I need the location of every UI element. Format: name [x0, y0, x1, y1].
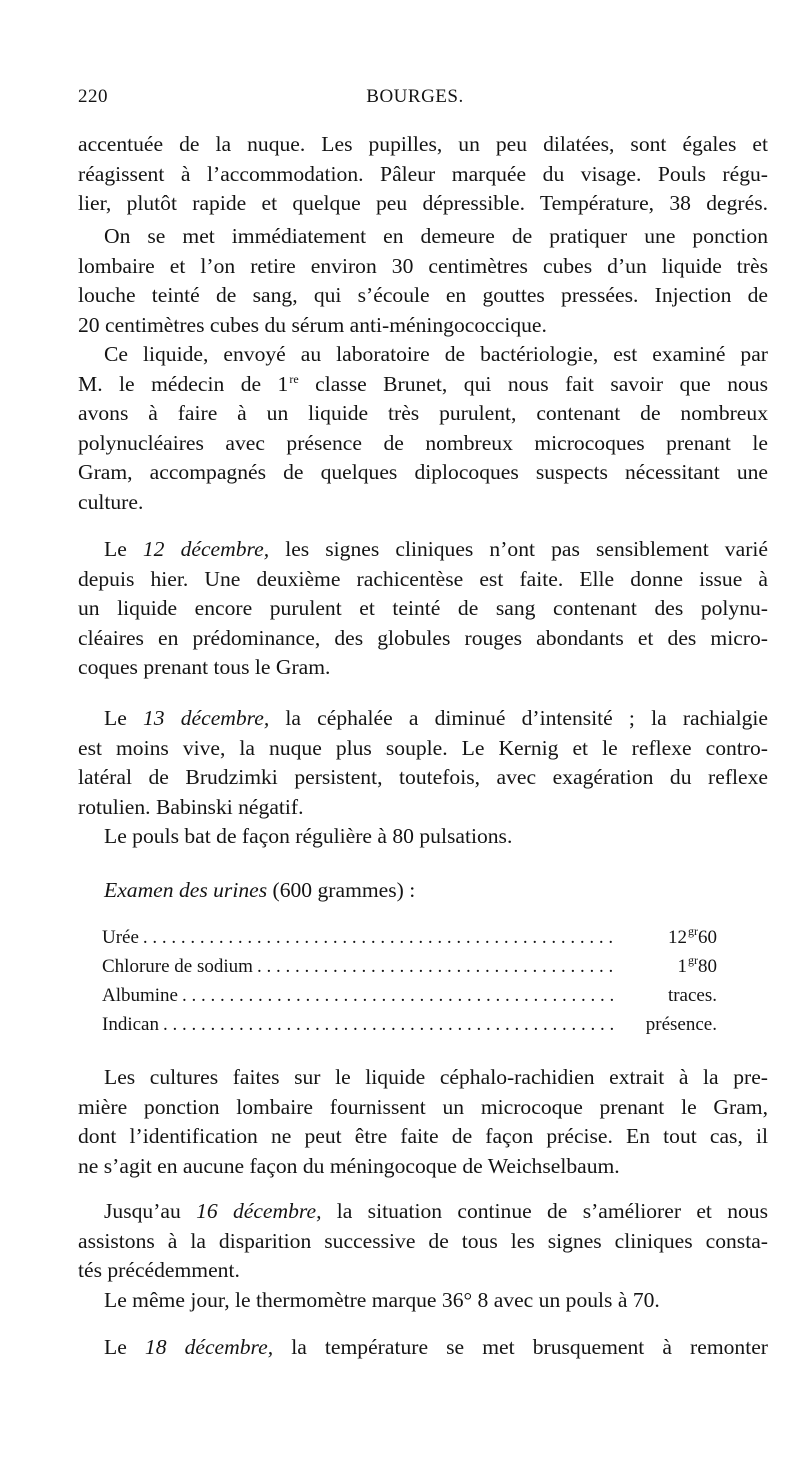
text-line: Le 18 décembre, la température se met brusquement à remonter — [104, 1335, 768, 1359]
urine-label: Urée — [102, 927, 139, 948]
paragraph-cultures — [78, 1063, 768, 1181]
page-header — [78, 86, 752, 116]
date-13-decembre: 13 décembre, — [142, 706, 270, 730]
paragraph-13-decembre — [78, 704, 768, 852]
paragraph-bacteriologie — [78, 340, 768, 518]
text-line: un liquide encore purulent et teinté de sang contenant des polynu- — [78, 596, 768, 621]
urine-label: Chlorure de sodium — [102, 956, 253, 977]
urine-exam-title: Examen des urines — [104, 878, 268, 902]
paragraph-12-decembre — [78, 535, 768, 683]
paragraph-continuation — [78, 130, 768, 219]
urine-value: $1^{gr}80$ — [677, 953, 717, 977]
paragraph-18-decembre — [78, 1333, 768, 1363]
text-line: coques prenant tous le Gram. — [78, 655, 331, 680]
leader-dots — [257, 952, 617, 981]
text-line: Les cultures faites sur le liquide céphalo-rachidien extrait à la pre- — [104, 1065, 768, 1089]
text-line: rotulien. Babinski négatif. — [78, 794, 304, 819]
text-line: accentuée de la nuque. Les pupilles, un peu dilatées, sont égales et — [78, 132, 768, 156]
page-number: 220 — [78, 86, 108, 107]
text-line: Ce liquide, envoyé au laboratoire de bactériologie, est examiné par — [104, 342, 768, 366]
text-line: réagissent à l’accommodation. Pâleur marquée du visage. Pouls régu- — [78, 161, 768, 186]
date-16-decembre: 16 décembre, — [196, 1199, 322, 1223]
text-line: est moins vive, la nuque plus souple. Le Kernig et le reflexe contro- — [78, 735, 768, 760]
text-line: Le pouls bat de façon régulière à 80 pulsations. — [104, 824, 513, 849]
table-row — [102, 1010, 717, 1039]
urine-value: traces. — [667, 985, 717, 1006]
paragraph-16-decembre — [78, 1197, 768, 1315]
date-12-decembre: 12 décembre, — [142, 537, 270, 561]
text-line: M. le médecin de 1re classe Brunet, qui nous fait savoir que nous — [78, 371, 768, 396]
urine-label: Albumine — [102, 985, 178, 1006]
text-line: culture. — [78, 489, 144, 514]
text-line: Le même jour, le thermomètre marque 36° 8 avec un pouls à 70. — [104, 1287, 660, 1312]
paragraph-ponction — [78, 222, 768, 340]
text-line: avons à faire à un liquide très purulent, contenant de nombreux — [78, 401, 768, 426]
text-line: 20 centimètres cubes du sérum anti-méningococcique. — [78, 312, 547, 337]
text-line: mière ponction lombaire fournissent un microcoque prenant le Gram, — [78, 1094, 768, 1119]
date-18-decembre: 18 décembre, — [144, 1335, 274, 1359]
text-line: lier, plutôt rapide et quelque peu dépressible. Température, 38 degrés. — [78, 191, 768, 216]
running-title: BOURGES. — [366, 86, 464, 107]
text-line: tés précédemment. — [78, 1258, 240, 1283]
text-line: louche teinté de sang, qui s’écoule en gouttes pressées. Injection de — [78, 283, 768, 308]
urine-label: Indican — [102, 1014, 159, 1035]
urine-exam-heading: Examen des urines (600 grammes) : — [104, 878, 416, 902]
table-row — [102, 923, 717, 952]
text-line: lombaire et l’on retire environ 30 centimètres cubes d’un liquide très — [78, 253, 768, 278]
text-line: ne s’agit en aucune façon du méningocoque de Weichselbaum. — [78, 1153, 620, 1178]
text-line: Jusqu’au 16 décembre, la situation continue de s’améliorer et nous — [104, 1199, 768, 1223]
urine-table — [102, 923, 717, 1039]
urine-value: présence. — [645, 1014, 717, 1035]
text-line: Le 13 décembre, la céphalée a diminué d’intensité ; la rachialgie — [104, 706, 768, 730]
text-line: Le 12 décembre, les signes cliniques n’ont pas sensiblement varié — [104, 537, 768, 561]
text-line: depuis hier. Une deuxième rachicentèse est faite. Elle donne issue à — [78, 566, 768, 591]
text-line: Gram, accompagnés de quelques diplocoques suspects nécessitant une — [78, 460, 768, 485]
text-line: On se met immédiatement en demeure de pratiquer une ponction — [104, 224, 768, 248]
text-line: assistons à la disparition successive de tous les signes cliniques consta- — [78, 1228, 768, 1253]
leader-dots — [163, 1010, 617, 1039]
text-line: dont l’identification ne peut être faite de façon précise. En tout cas, il — [78, 1124, 768, 1149]
text-line: latéral de Brudzimki persistent, toutefois, avec exagération du reflexe — [78, 765, 768, 790]
table-row — [102, 952, 717, 981]
table-row — [102, 981, 717, 1010]
leader-dots — [182, 981, 617, 1010]
text-line: cléaires en prédominance, des globules rouges abondants et des micro- — [78, 625, 768, 650]
urine-value: $12^{gr}60$ — [668, 924, 717, 948]
leader-dots — [143, 923, 617, 952]
text-line: polynucléaires avec présence de nombreux microcoques prenant le — [78, 430, 768, 455]
